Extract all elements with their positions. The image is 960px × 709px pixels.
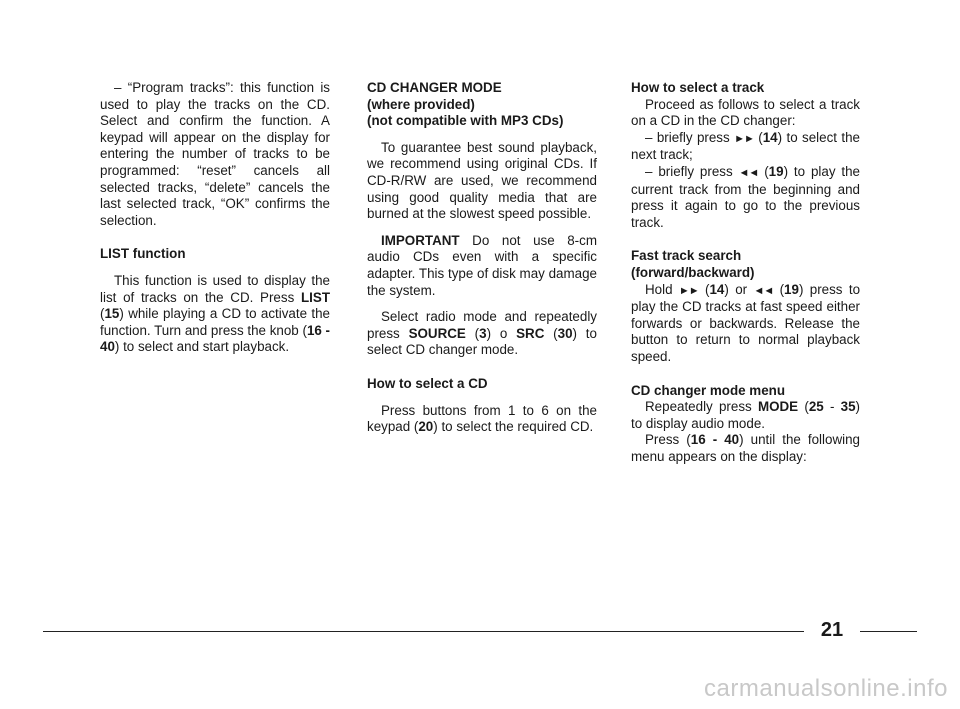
list-function-paragraph: This function is used to display the list of tracks on the CD. Press LIST (15) while playing a CD to activate the function. Turn and press the knob (16 - 40) to select and start playback. [100,272,331,355]
previous-track-paragraph: – briefly press ◄◄ (19) to play the current track from the beginning and press it again to go to the previous track. [631,163,861,230]
footer-rule-right [860,631,917,632]
page-number: 21 [820,619,844,641]
menu-display-paragraph: Press (16 - 40) until the following menu appears on the display: [631,432,860,464]
select-cd-heading: How to select a CD [367,375,488,391]
mode-paragraph: Repeatedly press MODE (25 - 35) to display audio mode. [631,399,860,431]
middle-column [367,80,597,436]
sound-playback-paragraph: To guarantee best sound playback, we recommend using original CDs. If CD-R/RW are used, we recommend using good quality media that are burned at the slowest speed possible. [367,139,597,222]
cd-changer-menu-heading: CD changer mode menu [631,382,786,398]
forward-icon: ►► [734,132,754,145]
left-column [100,80,330,356]
watermark: carmanualsonline.info [704,675,948,702]
backward-icon: ◄◄ [738,166,759,179]
select-cd-paragraph: Press buttons from 1 to 6 on the keypad (20) to select the required CD. [367,402,597,435]
select-radio-mode-paragraph: Select radio mode and repeatedly press SOURCE (3) o SRC (30) to select CD changer mode. [367,309,597,358]
forward-icon: ►► [678,284,699,297]
footer-rule-left [43,631,804,632]
select-track-heading: How to select a track [631,80,765,95]
fast-track-search-heading: Fast track search (forward/backward) [631,248,755,280]
list-function-heading: LIST function [100,246,186,262]
backward-icon: ◄◄ [753,284,774,297]
next-track-paragraph: – briefly press ►► (14) to select the next track; [631,129,861,163]
cd-changer-mode-heading: CD CHANGER MODE (where provided) (not compatible with MP3 CDs) [367,80,564,129]
select-track-intro: Proceed as follows to select a track on a CD in the CD changer: [631,96,860,129]
fast-track-search-paragraph: Hold ►► (14) or ◄◄ (19) press to play the CD tracks at fast speed either forwards or backwards. Release the button to return to normal playback speed. [631,281,861,364]
program-tracks-paragraph: – “Program tracks”: this function is used to play the tracks on the CD. Select and confirm the function. A keypad will appear on the display for entering the number of tracks to be programmed: “reset” cancels all selected tracks, “delete” cancels the last selected track, “OK” confirms the selection. [100,80,330,228]
right-column [631,80,860,465]
important-note-paragraph: IMPORTANT Do not use 8-cm audio CDs even with a specific adapter. This type of disk may damage the system. [367,232,597,298]
